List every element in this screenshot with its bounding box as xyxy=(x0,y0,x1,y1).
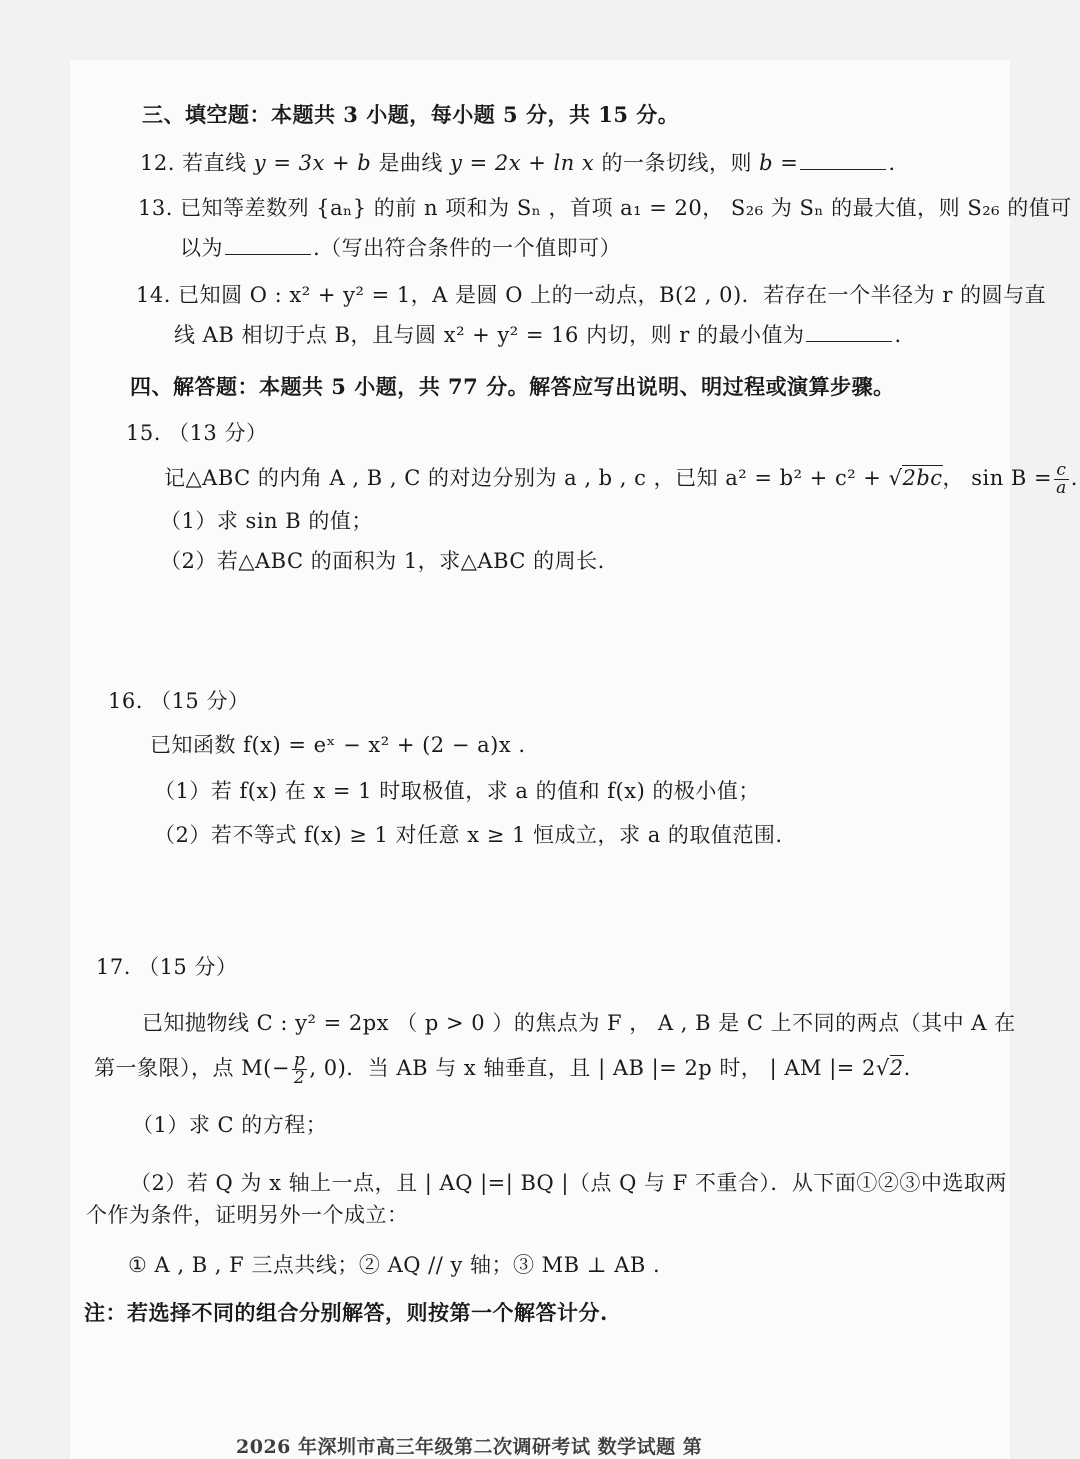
q17-line-2-end: . xyxy=(903,1056,911,1080)
q17-fraction xyxy=(292,1052,307,1087)
q17-part-2-line-1: （2）若 Q 为 x 轴上一点，且 | AQ |=| BQ |（点 Q 与 F 不重合）．从下面①②③中选取两 xyxy=(130,1171,1007,1195)
q16-header: 16. （15 分） xyxy=(108,689,250,713)
q15-stem-end: . xyxy=(1070,466,1078,490)
question-14-line-2 xyxy=(174,320,902,350)
q12-number: 12. xyxy=(140,151,175,175)
q12-curve-expr: y = 2x + ln x xyxy=(450,151,595,175)
q15-part-1: （1）求 sin B 的值； xyxy=(160,509,373,533)
q12-answer-var: b = xyxy=(759,151,799,175)
q15-stem-b: ， sin B = xyxy=(942,466,1053,490)
q13-text-2a: 以为 xyxy=(180,236,223,260)
q12-text-c: 的一条切线，则 xyxy=(594,151,760,175)
page-footer xyxy=(236,1432,702,1459)
q13-answer-blank xyxy=(225,236,311,255)
section-3-heading: 三、填空题：本题共 3 小题，每小题 5 分，共 15 分。 xyxy=(142,102,680,127)
q12-text-b: 是曲线 xyxy=(371,151,451,175)
q15-sqrt: √2bc xyxy=(888,466,943,490)
q13-text-2b: .（写出符合条件的一个值即可） xyxy=(313,236,622,260)
q17-sqrt-radicand: 2 xyxy=(889,1056,904,1080)
q15-sqrt-radicand: 2bc xyxy=(902,466,943,490)
q13-text-1: 已知等差数列 {aₙ} 的前 n 项和为 Sₙ ，首项 a₁ = 20， S₂₆ 为 Sₙ 的最大值，则 S₂₆ 的值可 xyxy=(180,196,1072,220)
q14-answer-blank xyxy=(806,323,892,342)
question-13-line-1 xyxy=(138,193,1072,223)
q12-answer-blank xyxy=(800,151,886,170)
q17-options: ① A , B , F 三点共线；② AQ // y 轴；③ MB ⊥ AB . xyxy=(128,1253,661,1277)
q17-line-1: 已知抛物线 C : y² = 2px （ p > 0 ）的焦点为 F ， A , B 是 C 上不同的两点（其中 A 在 xyxy=(142,1011,1016,1035)
q17-line-2 xyxy=(94,1052,911,1087)
q17-part-1: （1）求 C 的方程； xyxy=(132,1113,328,1137)
q15-stem-a: 记△ABC 的内角 A , B , C 的对边分别为 a , b , c ，已知 a² = b² + c² + xyxy=(164,466,889,490)
q15-header: 15. （13 分） xyxy=(126,421,268,445)
footer-faded-text: 数学试题 第 xyxy=(590,1436,703,1458)
question-12 xyxy=(140,148,896,178)
q13-number: 13. xyxy=(138,196,173,220)
question-13-line-2 xyxy=(180,233,621,263)
question-14-line-1 xyxy=(136,280,1046,310)
q12-text-a: 若直线 xyxy=(182,151,254,175)
q17-line-2b: , 0)．当 AB 与 x 轴垂直，且 | AB |= 2p 时， | AM |= 2 xyxy=(309,1056,876,1080)
q16-part-1: （1）若 f(x) 在 x = 1 时取极值，求 a 的值和 f(x) 的极小值； xyxy=(154,779,760,803)
q14-number: 14. xyxy=(136,283,171,307)
q17-note: 注：若选择不同的组合分别解答，则按第一个解答计分. xyxy=(84,1300,608,1325)
q17-frac-den: 2 xyxy=(294,1068,306,1088)
q17-header: 17. （15 分） xyxy=(96,955,238,979)
q16-stem: 已知函数 f(x) = eˣ − x² + (2 − a)x . xyxy=(150,733,526,757)
q15-part-2: （2）若△ABC 的面积为 1，求△ABC 的周长. xyxy=(160,549,605,573)
q17-frac-num: p xyxy=(293,1050,306,1070)
q14-text-2b: . xyxy=(894,323,902,347)
q15-frac-num: c xyxy=(1054,462,1069,480)
footer-text: 2026 年深圳市高三年级第二次调研考试 xyxy=(236,1436,591,1458)
q17-part-2-line-2: 个作为条件，证明另外一个成立： xyxy=(86,1203,409,1227)
q16-part-2: （2）若不等式 f(x) ≥ 1 对任意 x ≥ 1 恒成立，求 a 的取值范围. xyxy=(154,823,783,847)
q12-line-expr: y = 3x + b xyxy=(253,151,372,175)
q12-end: . xyxy=(888,151,896,175)
q14-text-2a: 线 AB 相切于点 B，且与圆 x² + y² = 16 内切，则 r 的最小值为 xyxy=(174,323,805,347)
q15-stem xyxy=(164,462,1078,497)
q15-frac-den: a xyxy=(1056,478,1067,498)
q15-fraction xyxy=(1054,462,1069,497)
q14-text-1: 已知圆 O : x² + y² = 1，A 是圆 O 上的一动点，B(2 , 0)．若存在一个半径为 r 的圆与直 xyxy=(178,283,1047,307)
q17-line-2a: 第一象限），点 M(− xyxy=(94,1056,290,1080)
q17-sqrt: √2 xyxy=(875,1056,904,1080)
section-4-heading: 四、解答题：本题共 5 小题，共 77 分。解答应写出说明、明过程或演算步骤。 xyxy=(130,374,895,399)
